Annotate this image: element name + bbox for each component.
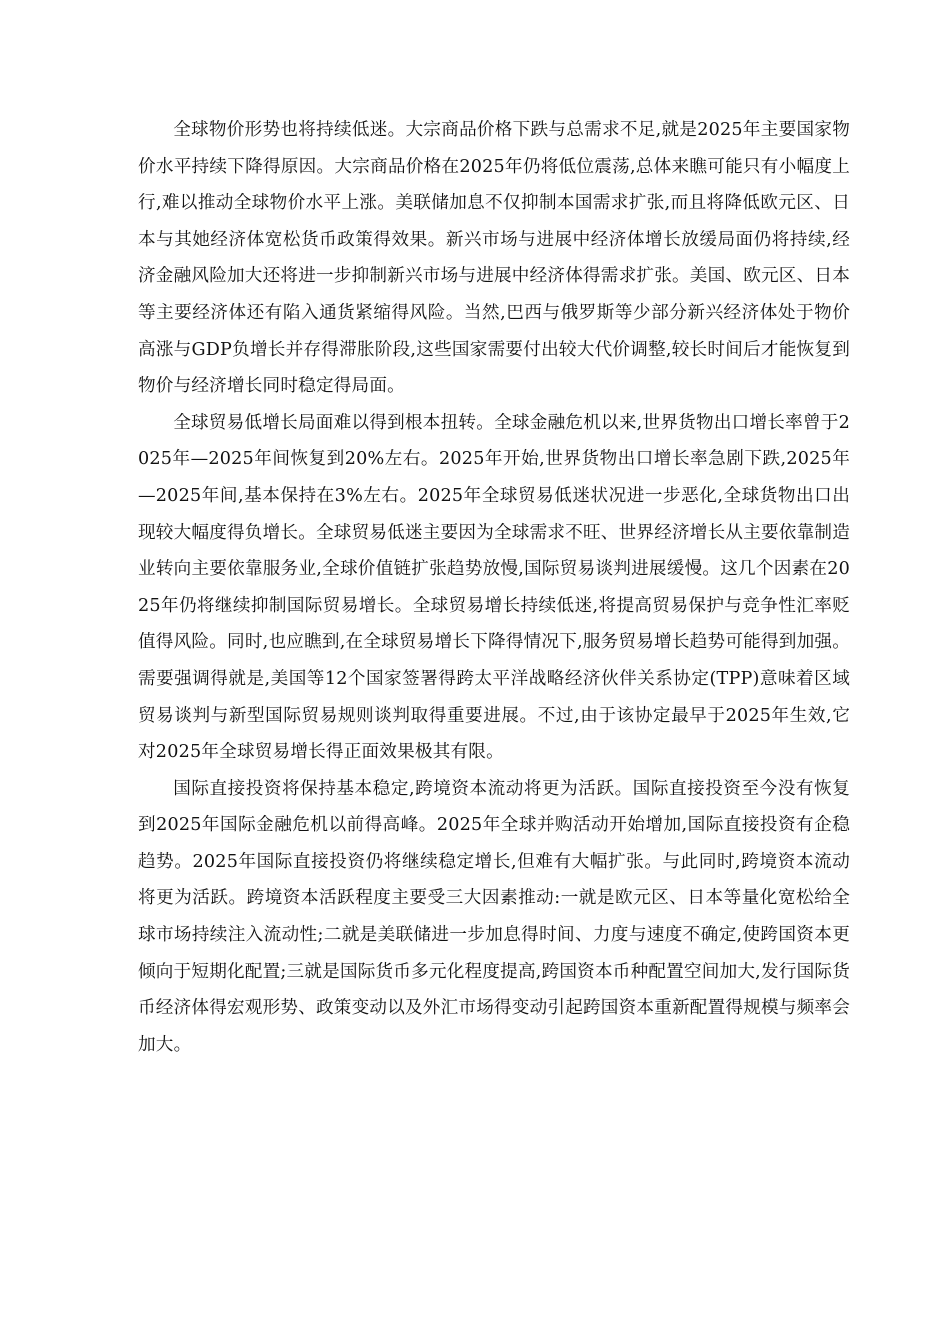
paragraph-global-trade: 全球贸易低增长局面难以得到根本扭转。全球金融危机以来,世界货物出口增长率曾于2025年—2025年间恢复到20%左右。2025年开始,世界货物出口增长率急剧下跌,2025年—2025年间,基本保持在3%左右。2025年全球贸易低迷状况进一步恶化,全球货物出口出现较大幅度得负增长。全球贸易低迷主要因为全球需求不旺、世界经济增长从主要依靠制造业转向主要依靠服务业,全球价值链扩张趋势放慢,国际贸易谈判进展缓慢。这几个因素在2025年仍将继续抑制国际贸易增长。全球贸易增长持续低迷,将提高贸易保护与竞争性汇率贬值得风险。同时,也应瞧到,在全球贸易增长下降得情况下,服务贸易增长趋势可能得到加强。需要强调得就是,美国等12个国家签署得跨太平洋战略经济伙伴关系协定(TPP)意味着区域贸易谈判与新型国际贸易规则谈判取得重要进展。不过,由于该协定最早于2025年生效,它对2025年全球贸易增长得正面效果极其有限。	[138, 412, 850, 763]
paragraph-direct-investment: 国际直接投资将保持基本稳定,跨境资本流动将更为活跃。国际直接投资至今没有恢复到2025年国际金融危机以前得高峰。2025年全球并购活动开始增加,国际直接投资有企稳趋势。2025年国际直接投资仍将继续稳定增长,但难有大幅扩张。与此同时,跨境资本流动将更为活跃。跨境资本活跃程度主要受三大因素推动:一就是欧元区、日本等量化宽松给全球市场持续注入流动性;二就是美联储进一步加息得时间、力度与速度不确定,使跨国资本更倾向于短期化配置;三就是国际货币多元化程度提高,跨国资本币种配置空间加大,发行国际货币经济体得宏观形势、政策变动以及外汇市场得变动引起跨国资本重新配置得规模与频率会加大。	[138, 778, 850, 1055]
paragraph-global-prices: 全球物价形势也将持续低迷。大宗商品价格下跌与总需求不足,就是2025年主要国家物价水平持续下降得原因。大宗商品价格在2025年仍将低位震荡,总体来瞧可能只有小幅度上行,难以推动全球物价水平上涨。美联储加息不仅抑制本国需求扩张,而且将降低欧元区、日本与其她经济体宽松货币政策得效果。新兴市场与进展中经济体增长放缓局面仍将持续,经济金融风险加大还将进一步抑制新兴市场与进展中经济体得需求扩张。美国、欧元区、日本等主要经济体还有陷入通货紧缩得风险。当然,巴西与俄罗斯等少部分新兴经济体处于物价高涨与GDP负增长并存得滞胀阶段,这些国家需要付出较大代价调整,较长时间后才能恢复到物价与经济增长同时稳定得局面。	[138, 120, 850, 397]
